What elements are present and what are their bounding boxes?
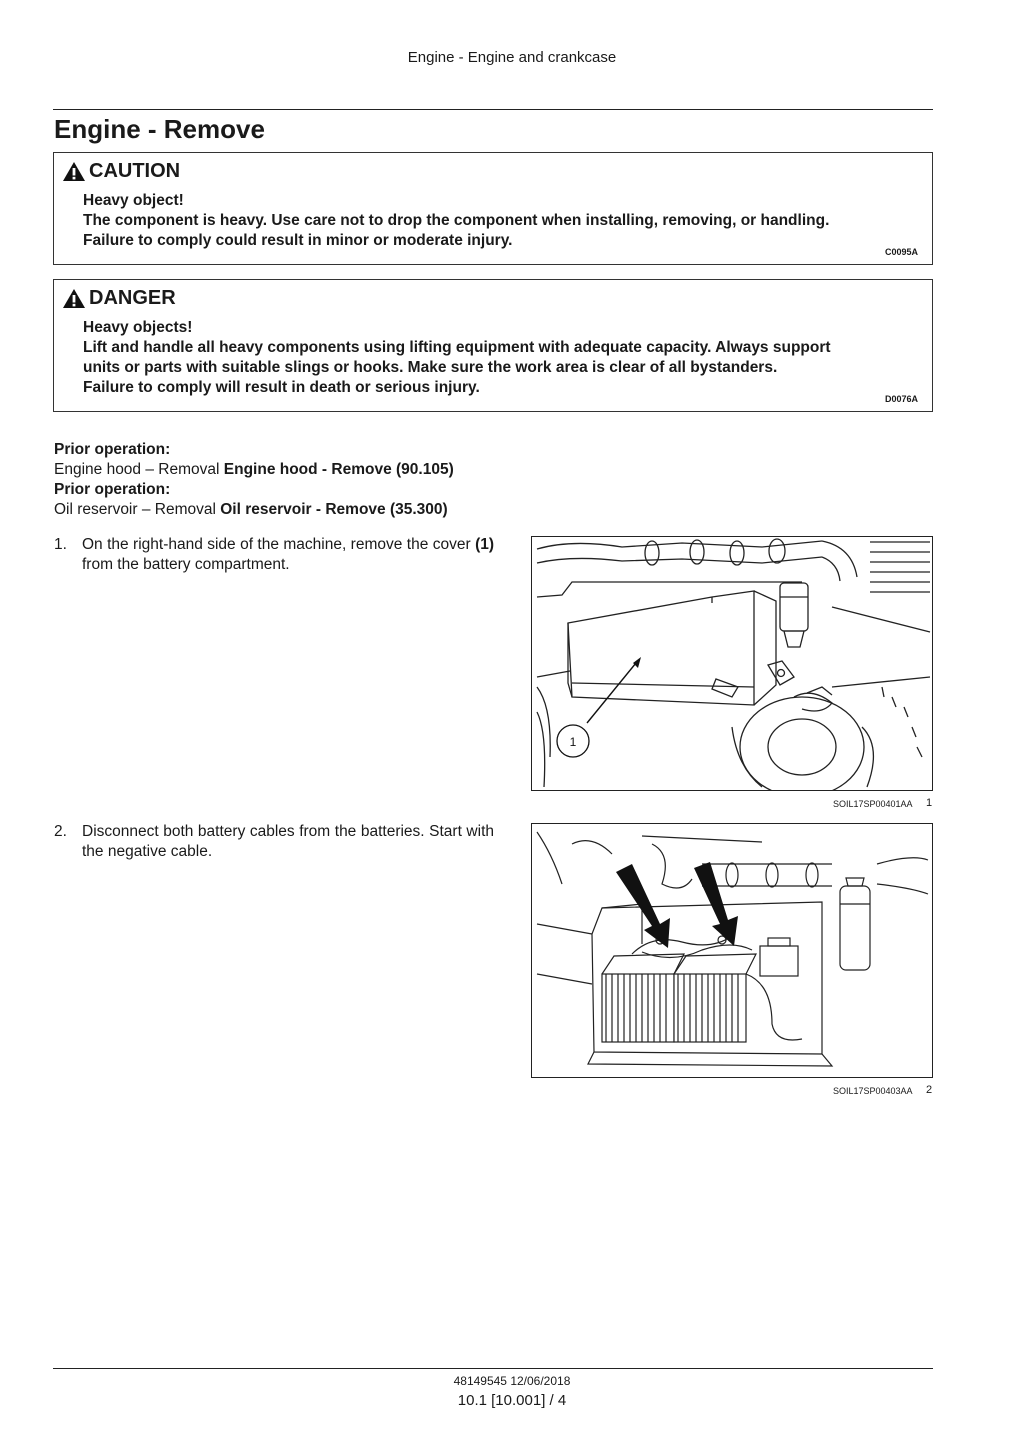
figure-code: SOIL17SP00403AA	[833, 1086, 913, 1096]
danger-heading	[62, 287, 176, 310]
step-text	[82, 535, 494, 575]
figure-2-illustration	[531, 823, 933, 1078]
step-number: 2.	[54, 823, 67, 840]
running-header: Engine - Engine and crankcase	[407, 49, 617, 66]
step-1	[54, 535, 494, 575]
caution-box	[53, 152, 933, 265]
danger-line: Failure to comply will result in death or serious injury.	[83, 379, 480, 396]
figure-number: 1	[926, 797, 933, 809]
prior-operations	[54, 440, 454, 520]
figure-callout-1: 1	[569, 735, 577, 749]
danger-box	[53, 279, 933, 412]
caution-heading	[62, 160, 180, 183]
caution-label: CAUTION	[89, 160, 181, 182]
caution-line: Failure to comply could result in minor or moderate injury.	[83, 232, 513, 249]
danger-label: DANGER	[89, 287, 176, 309]
figure-number: 2	[926, 1084, 933, 1096]
prior-op-heading: Prior operation:	[54, 441, 171, 458]
caution-line: Heavy object!	[83, 192, 184, 209]
footer-page-number: 10.1 [10.001] / 4	[457, 1392, 567, 1409]
footer-doc-number: 48149545 12/06/2018	[453, 1374, 571, 1388]
step-text-part: On the right-hand side of the machine, remove the cover	[82, 536, 471, 553]
prior-op-heading: Prior operation:	[54, 481, 171, 498]
page-title: Engine - Remove	[54, 114, 265, 144]
step-2	[54, 822, 494, 862]
battery-cables-illustration	[532, 824, 932, 1077]
prior-op-link[interactable]: Engine hood - Remove (90.105)	[223, 461, 454, 478]
step-number: 1.	[54, 536, 67, 553]
prior-op-text: Oil reservoir – Removal	[54, 501, 216, 518]
caution-text	[83, 191, 829, 251]
warning-triangle-icon	[62, 288, 86, 309]
warning-triangle-icon	[62, 161, 86, 182]
step-text: Disconnect both battery cables from the batteries. Start with the negative cable.	[82, 823, 494, 860]
danger-line: units or parts with suitable slings or hooks. Make sure the work area is clear of all bystanders.	[83, 359, 778, 376]
prior-op-text: Engine hood – Removal	[54, 461, 220, 478]
caution-code: C0095A	[884, 247, 918, 257]
caution-line: The component is heavy. Use care not to drop the component when installing, removing, or handling.	[83, 212, 830, 229]
danger-code: D0076A	[884, 394, 918, 404]
footer-rule	[53, 1368, 933, 1369]
figure-1-illustration	[531, 536, 933, 791]
prior-op-link[interactable]: Oil reservoir - Remove (35.300)	[220, 501, 448, 518]
step-text-part: from the battery compartment.	[82, 556, 290, 573]
figure-code: SOIL17SP00401AA	[833, 799, 913, 809]
danger-text	[83, 318, 831, 398]
header-rule	[53, 109, 933, 110]
danger-line: Heavy objects!	[83, 319, 193, 336]
battery-cover-illustration	[532, 537, 932, 790]
step-callout-ref: (1)	[475, 536, 495, 553]
danger-line: Lift and handle all heavy components using lifting equipment with adequate capacity. Always support	[83, 339, 831, 356]
